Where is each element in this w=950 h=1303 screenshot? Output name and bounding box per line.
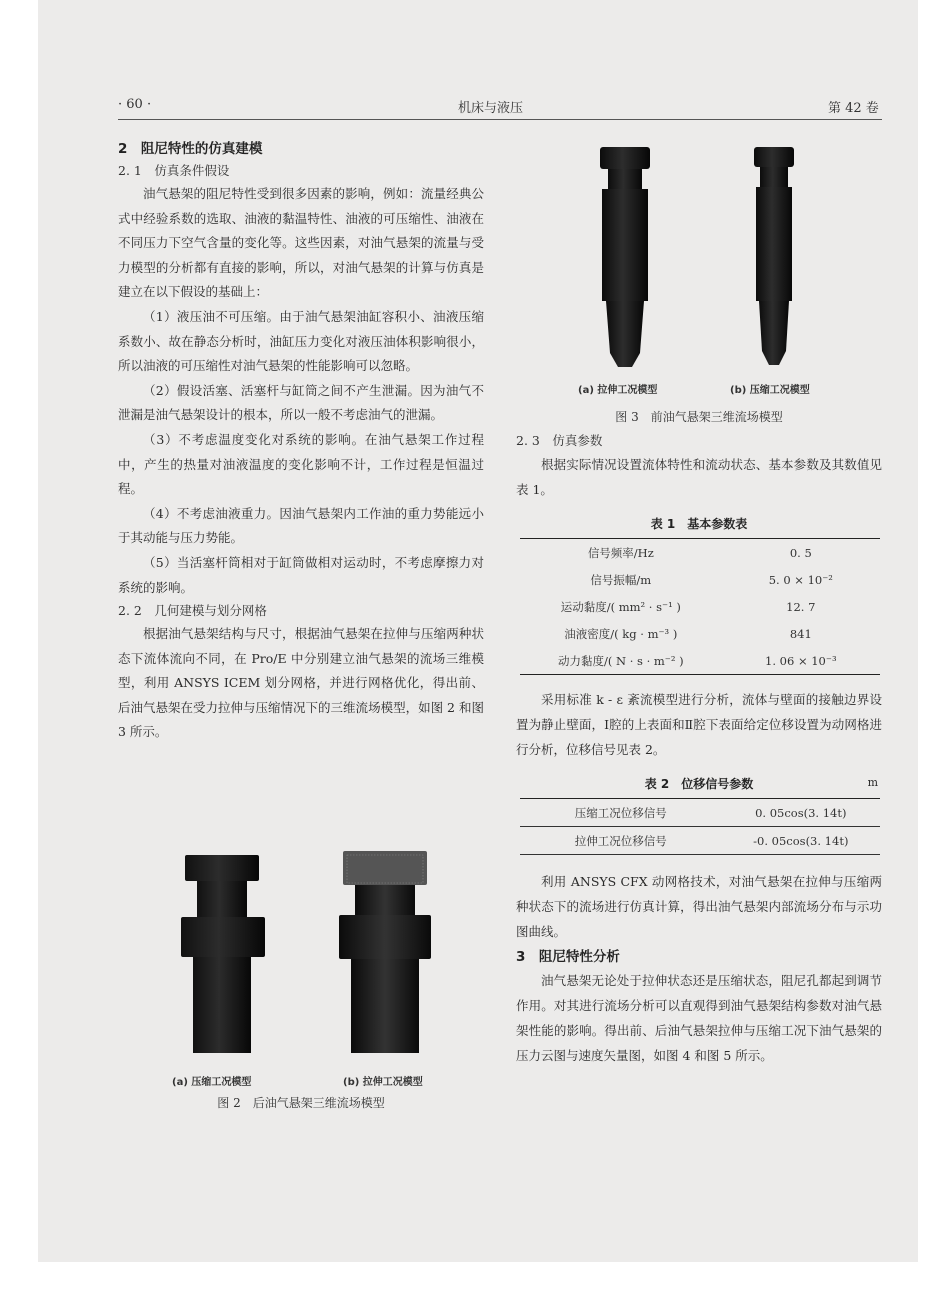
page-number: · 60 · — [118, 97, 152, 112]
table-row — [520, 539, 880, 567]
paragraph-6: （5）当活塞杆筒相对于缸筒做相对运动时，不考虑摩擦力对系统的影响。 — [118, 554, 484, 595]
parameter-value-cell: 5. 0 × 10⁻² — [768, 572, 833, 587]
header-rule — [118, 119, 882, 120]
parameter-value-cell: 841 — [789, 626, 812, 641]
fig3-model-b — [754, 147, 794, 365]
paragraph-8: 根据实际情况设置流体特性和流动状态、基本参数及其数值见表 1。 — [516, 457, 882, 497]
parameter-name-cell: 信号振幅/m — [590, 572, 652, 587]
table-row — [520, 799, 880, 827]
figure-3-subcaption-b: (b) 压缩工况模型 — [730, 385, 810, 396]
figure-3-caption: 图 3 前油气悬架三维流场模型 — [615, 410, 783, 424]
table-row — [520, 566, 880, 593]
table-row — [520, 620, 880, 647]
figure-3-subcaption-a: (a) 拉伸工况模型 — [578, 385, 658, 396]
figure-3-image — [580, 143, 830, 375]
parameter-value-cell: 12. 7 — [786, 599, 816, 614]
fig3-model-a — [600, 147, 650, 367]
table-row — [520, 593, 880, 620]
left-column — [118, 138, 484, 745]
paragraph-10: 利用 ANSYS CFX 动网格技术，对油气悬架在拉伸与压缩两种状态下的流场进行仿真计算，得出油气悬架内部流场分布与示功图曲线。 — [516, 874, 882, 939]
paragraph-1: 油气悬架的阻尼特性受到很多因素的影响，例如：流量经典公式中经验系数的选取、油液的黏温特性、油液的可压缩性、油液在不同压力下空气含量的变化等。这些因素，对油气悬架的流量与受力模型的分析都有直接的影响，所以，对油气悬架的计算与仿真是建立在以下假设的基础上： — [118, 186, 484, 300]
parameter-name-cell: 动力黏度/( N · s · m⁻² ) — [520, 647, 722, 675]
table-2-unit: m — [867, 776, 878, 789]
journal-name: 机床与液压 — [458, 101, 524, 116]
table-1-caption: 表 1 基本参数表 — [650, 517, 748, 531]
table-row — [520, 647, 880, 675]
figure-2-caption: 图 2 后油气悬架三维流场模型 — [217, 1096, 385, 1110]
fig2-model-a — [181, 855, 265, 1053]
section-2-2-title: 2. 2 几何建模与划分网格 — [118, 603, 267, 619]
paragraph-2: （1）液压油不可压缩。由于油气悬架油缸容积小、油液压缩系数小、故在静态分析时，油缸压力变化对液压油体积影响很小，所以油液的可压缩性对油气悬架的性能影响可以忽略。 — [118, 308, 484, 374]
parameter-name-cell: 运动黏度/( mm² · s⁻¹ ) — [560, 599, 681, 614]
parameter-name-cell: 拉伸工况位移信号 — [520, 827, 722, 855]
section-2-title: 2 阻尼特性的仿真建模 — [118, 141, 263, 157]
parameter-name-cell: 信号频率/Hz — [520, 539, 722, 567]
parameter-name-cell: 压缩工况位移信号 — [520, 799, 722, 827]
volume-label: 第 42 卷 — [828, 101, 879, 116]
figure-2-subcaption-a: (a) 压缩工况模型 — [172, 1077, 252, 1088]
right-column — [516, 430, 882, 1068]
parameter-value-cell: 0. 5 — [722, 539, 880, 567]
figure-2-image — [165, 845, 455, 1060]
section-2-3-title: 2. 3 仿真参数 — [516, 433, 603, 448]
parameter-value-cell: 1. 06 × 10⁻³ — [722, 647, 880, 675]
paragraph-4: （3）不考虑温度变化对系统的影响。在油气悬架工作过程中，产生的热量对油液温度的变化影响不计，工作过程是恒温过程。 — [118, 431, 484, 497]
paragraph-11: 油气悬架无论处于拉伸状态还是压缩状态，阻尼孔都起到调节作用。对其进行流场分析可以直观得到油气悬架结构参数对油气悬架性能的影响。得出前、后油气悬架拉伸与压缩工况下油气悬架的压力云图与速度矢量图，如图 4 和图 5 所示。 — [516, 973, 882, 1063]
section-3-title: 3 阻尼特性分析 — [516, 949, 620, 965]
parameter-value-cell: 0. 05cos(3. 14t) — [722, 799, 880, 827]
parameter-name-cell: 油液密度/( kg · m⁻³ ) — [564, 626, 678, 641]
table-2-caption: 表 2 位移信号参数 — [644, 777, 754, 791]
parameter-value-cell: -0. 05cos(3. 14t) — [722, 827, 880, 855]
table-2 — [520, 798, 880, 855]
table-2-caption-row — [516, 774, 882, 794]
paragraph-3: （2）假设活塞、活塞杆与缸筒之间不产生泄漏。因为油气不泄漏是油气悬架设计的根本，所以一般不考虑油气的泄漏。 — [118, 382, 484, 423]
figure-2-subcaption-b: (b) 拉伸工况模型 — [343, 1077, 423, 1088]
fig2-model-b — [339, 851, 431, 1053]
paragraph-5: （4）不考虑油液重力。因油气悬架内工作油的重力势能远小于其动能与压力势能。 — [118, 505, 484, 546]
table-1 — [520, 538, 880, 675]
table-row — [520, 827, 880, 855]
paragraph-9: 采用标准 k - ε 紊流模型进行分析，流体与壁面的接触边界设置为静止壁面，Ⅰ腔的上表面和Ⅱ腔下表面给定位移设置为动网格进行分析，位移信号见表 2。 — [516, 692, 882, 757]
section-2-1-title: 2. 1 仿真条件假设 — [118, 163, 230, 178]
paragraph-7: 根据油气悬架结构与尺寸，根据油气悬架在拉伸与压缩两种状态下流体流向不同，在 Pro/E 中分别建立油气悬架的流场三维模型，利用 ANSYS ICEM 划分网格，并进行网格优化，得出前、后油气悬架在受力拉伸与压缩情况下的三维流场模型，如图 2 和图 3 所示。 — [118, 626, 484, 740]
